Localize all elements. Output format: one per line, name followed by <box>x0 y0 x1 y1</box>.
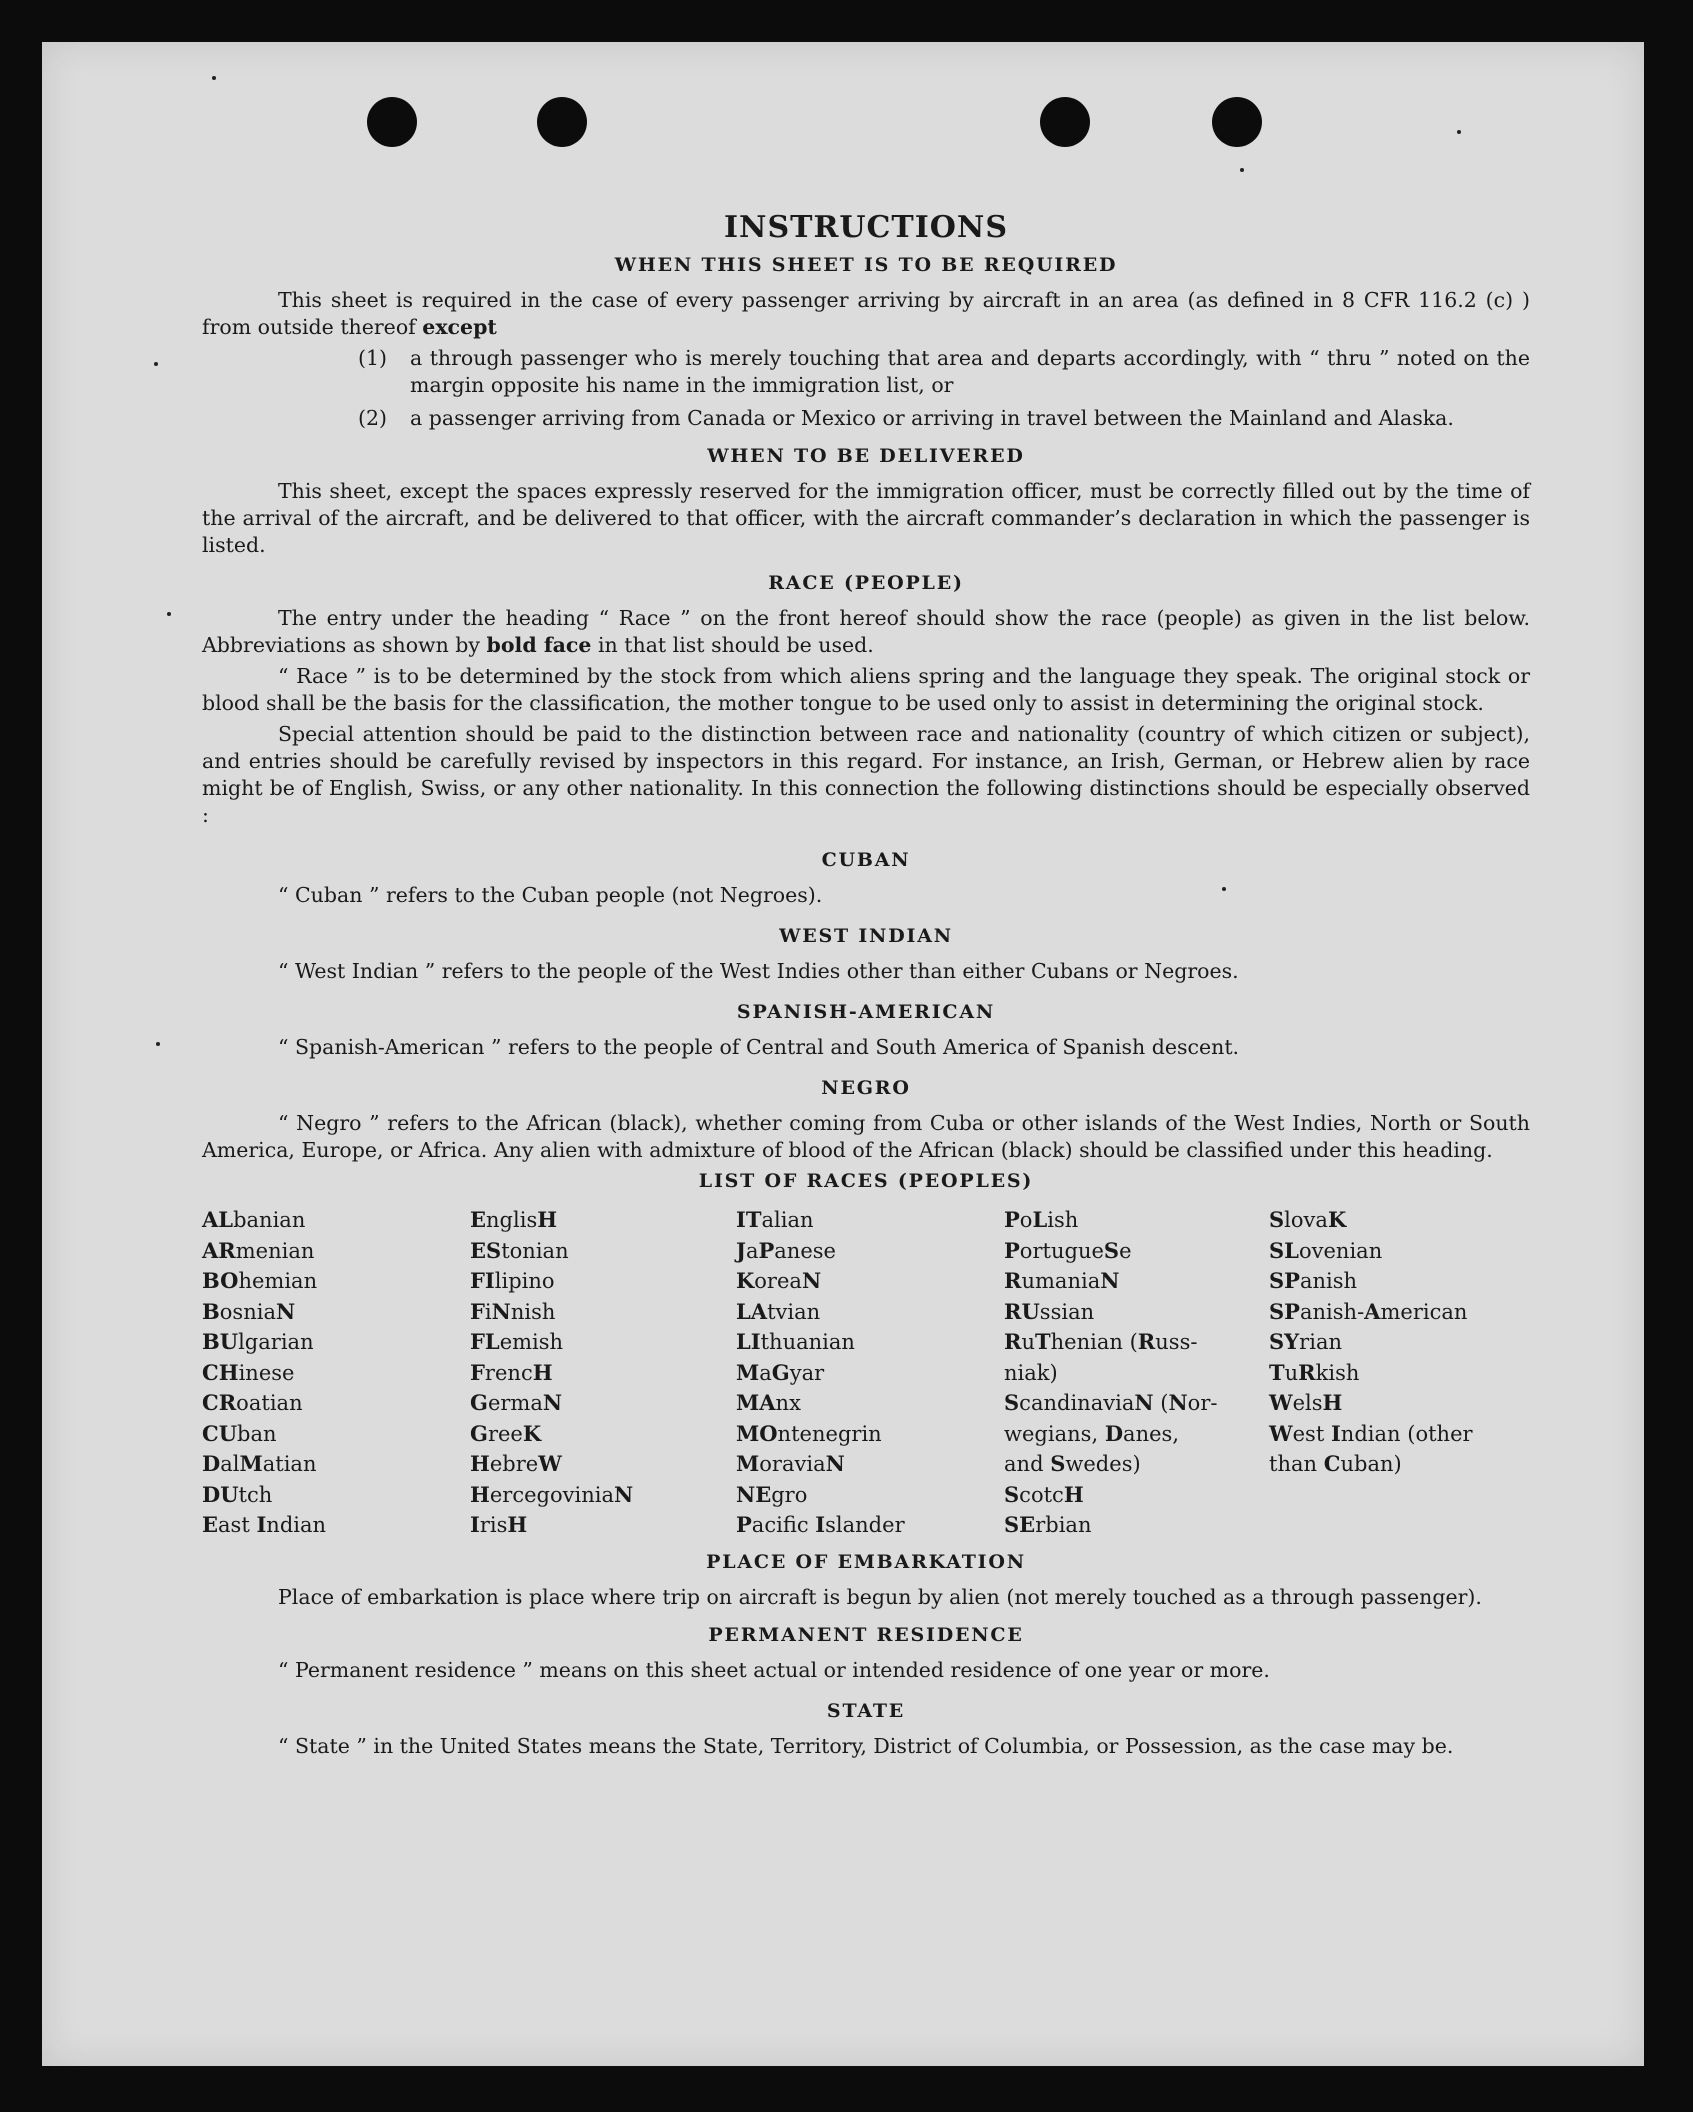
race-item: RUssian <box>1004 1298 1095 1324</box>
race-item: RuThenian (Russ- niak) <box>1004 1329 1198 1385</box>
race-item: WelsH <box>1269 1390 1343 1415</box>
race-paragraph-3: Special attention should be paid to the distinction between race and nationality (country of which citizen or subject), and entries should be carefully revised by inspectors in this regard. For instance, an Irish, German, or Hebrew alien by race might be of English, Swiss, or any other nationality. In this connection the following distinctions should be especially observed : <box>202 722 1530 827</box>
race-item: LIthuanian <box>736 1329 855 1354</box>
race-item: CUban <box>202 1420 277 1446</box>
race-item: EnglisH <box>470 1207 558 1232</box>
intro-except: except <box>422 315 497 339</box>
exception-text: a through passenger who is merely touching that area and departs accordingly, with “ thru ” noted on the margin opposite his name in the immigration list, or <box>410 346 1530 397</box>
race-item: SLovenian <box>1269 1237 1383 1263</box>
races-column <box>202 1205 470 1541</box>
paper-speck <box>212 76 216 80</box>
race-item: DUtch <box>202 1481 273 1507</box>
intro-text: This sheet is required in the case of every passenger arriving by aircraft in an area (as defined in 8 CFR 116.2 (c) ) from outside thereof <box>202 288 1530 339</box>
race-item: MOntenegrin <box>736 1420 882 1446</box>
when-delivered-text: This sheet, except the spaces expressly reserved for the immigration officer, must be correctly filled out by the time of the arrival of the aircraft, and be delivered to that officer, with the aircraft commander’s declaration in which the passenger is listed. <box>202 479 1530 557</box>
negro-text: “ Negro ” refers to the African (black), whether coming from Cuba or other islands of the West Indies, North or South America, Europe, or Africa. Any alien with admixture of blood of the African (black) should be classified under this heading. <box>202 1111 1530 1162</box>
heading-list-of-races: LIST OF RACES (PEOPLES) <box>698 1170 1034 1192</box>
race-item: BOhemian <box>202 1268 318 1293</box>
instructions-content <box>202 178 1530 1764</box>
race-item: CHinese <box>202 1359 295 1385</box>
race-p1-text: The entry under the heading “ Race ” on the front hereof should show the race (people) as given in the list below. Abbreviations as shown by <box>202 606 1530 657</box>
race-item: HebreW <box>470 1451 562 1476</box>
race-item: FiNnish <box>470 1298 556 1324</box>
race-item: CRoatian <box>202 1390 303 1415</box>
race-item: MoraviaN <box>736 1451 845 1476</box>
race-item: MaGyar <box>736 1359 825 1385</box>
heading-when-delivered: WHEN TO BE DELIVERED <box>707 445 1025 467</box>
race-item: FrencH <box>470 1359 553 1385</box>
heading-race: RACE (PEOPLE) <box>768 572 964 594</box>
heading-cuban: CUBAN <box>821 849 911 871</box>
race-item: ScandinaviaN (Nor- wegians, Danes, and Swedes) <box>1004 1390 1218 1476</box>
race-item: KoreaN <box>736 1268 822 1293</box>
race-item: SPanish <box>1269 1268 1358 1293</box>
race-item: ARmenian <box>202 1237 315 1263</box>
paper-speck <box>167 612 171 616</box>
punch-hole <box>1212 97 1262 147</box>
exception-number: (2) <box>358 406 388 430</box>
race-item: SErbian <box>1004 1512 1092 1537</box>
heading-state: STATE <box>826 1699 906 1722</box>
race-item: Pacifc Islander <box>736 1512 905 1537</box>
race-item: DalMatian <box>202 1451 317 1476</box>
race-item: SPanish-American <box>1269 1298 1468 1324</box>
races-column <box>1269 1205 1530 1541</box>
punch-hole <box>1040 97 1090 147</box>
race-item: RumaniaN <box>1004 1268 1120 1293</box>
heading-west-indian: WEST INDIAN <box>779 925 953 947</box>
spanish-american-text: “ Spanish-American ” refers to the people of Central and South America of Spanish descent. <box>278 1035 1240 1059</box>
embarkation-text: Place of embarkation is place where trip on aircraft is begun by alien (not merely touched as a through passenger). <box>278 1584 1482 1609</box>
races-column <box>1004 1205 1269 1541</box>
race-item: MAnx <box>736 1390 801 1415</box>
paper-speck <box>1240 168 1244 172</box>
race-item: TuRkish <box>1269 1359 1360 1385</box>
race-item: JaPanese <box>736 1237 836 1263</box>
race-item: ALbanian <box>202 1207 306 1232</box>
paper-speck <box>1457 130 1461 134</box>
race-item: FLemish <box>470 1329 564 1354</box>
race-paragraph-2: “ Race ” is to be determined by the stock from which aliens spring and the language they speak. The original stock or blood shall be the basis for the classification, the mother tongue to be used only to assist in determining the original stock. <box>202 664 1530 715</box>
page-title: INSTRUCTIONS <box>724 210 1008 245</box>
heading-spanish-american: SPANISH-AMERICAN <box>736 1001 996 1023</box>
races-list <box>202 1205 1530 1541</box>
races-column <box>736 1205 1004 1541</box>
race-item: West Indian (other than Cuban) <box>1269 1420 1473 1476</box>
race-item: IrisH <box>470 1512 528 1537</box>
exception-text: a passenger arriving from Canada or Mexico or arriving in travel between the Mainland and Alaska. <box>410 406 1454 430</box>
race-item: ITalian <box>736 1207 814 1232</box>
race-item: BosniaN <box>202 1298 296 1324</box>
state-text: “ State ” in the United States means the State, Territory, District of Columbia, or Possession, as the case may be. <box>278 1733 1454 1758</box>
race-item: PortugueSe <box>1004 1237 1132 1263</box>
exception-item <box>358 345 1530 399</box>
cuban-text: “ Cuban ” refers to the Cuban people (not Negroes). <box>278 883 823 907</box>
race-item: SYrian <box>1269 1329 1342 1354</box>
when-required-intro <box>202 287 1530 341</box>
races-column <box>470 1205 736 1541</box>
race-item: ScotcH <box>1004 1481 1084 1507</box>
permanent-residence-text: “ Permanent residence ” means on this sheet actual or intended residence of one year or more. <box>278 1657 1270 1682</box>
race-item: BUlgarian <box>202 1329 314 1354</box>
race-p1-text-end: in that list should be used. <box>597 633 874 657</box>
document-sheet <box>42 42 1644 2066</box>
race-item: NEgro <box>736 1481 808 1507</box>
race-item: EStonian <box>470 1237 569 1263</box>
punch-hole <box>367 97 417 147</box>
race-item: LAtvian <box>736 1298 821 1324</box>
exception-number: (1) <box>358 346 388 370</box>
race-paragraph-1 <box>202 605 1530 659</box>
heading-when-required: WHEN THIS SHEET IS TO BE REQUIRED <box>614 254 1118 276</box>
paper-speck <box>154 362 158 366</box>
race-item: PoLish <box>1004 1207 1079 1232</box>
race-item: East Indian <box>202 1512 327 1537</box>
race-item: GreeK <box>470 1420 542 1446</box>
race-item: FIlipino <box>470 1268 555 1293</box>
heading-permanent-residence: PERMANENT RESIDENCE <box>708 1623 1024 1646</box>
heading-embarkation: PLACE OF EMBARKATION <box>706 1550 1026 1573</box>
paper-speck <box>156 1042 160 1046</box>
race-item: HercegoviniaN <box>470 1481 634 1507</box>
race-p1-bold: bold face <box>486 633 592 657</box>
race-item: GermaN <box>470 1390 563 1415</box>
race-item: SlovaK <box>1269 1207 1347 1232</box>
west-indian-text: “ West Indian ” refers to the people of the West Indies other than either Cubans or Negroes. <box>278 959 1239 983</box>
punch-hole <box>537 97 587 147</box>
exception-item <box>358 405 1530 432</box>
heading-negro: NEGRO <box>821 1077 911 1099</box>
